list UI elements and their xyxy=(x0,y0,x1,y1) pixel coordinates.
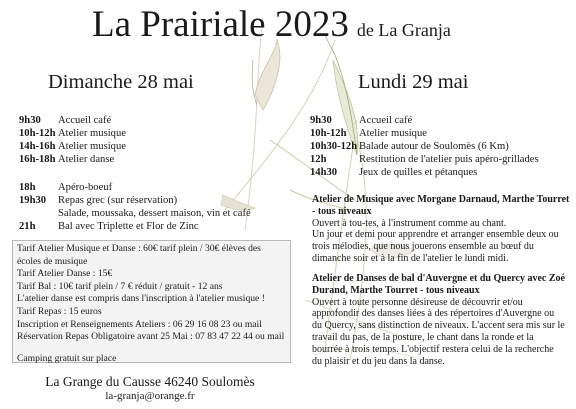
info-line xyxy=(17,344,290,353)
title-main: La Prairiale 2023 xyxy=(92,4,349,45)
music-workshop-line: Un jour et demi pour apprendre et arranger ensemble deux ou xyxy=(312,229,559,241)
schedule-time: 14h-16h xyxy=(19,141,56,152)
schedule-time: 18h xyxy=(19,182,36,193)
schedule-time: 9h30 xyxy=(19,115,41,126)
schedule-label: Accueil café xyxy=(359,115,413,126)
monday-heading: Lundi 29 mai xyxy=(358,71,469,93)
pricing-info-box xyxy=(12,240,291,363)
info-line: Tarif Bal : 10€ tarif plein / 7 € réduit / gratuit - 12 ans xyxy=(17,280,223,292)
footer-email: la-granja@orange.fr xyxy=(105,390,195,402)
schedule-time: 21h xyxy=(19,221,36,232)
title-subtitle: de La Granja xyxy=(356,20,451,40)
schedule-label: Repas grec (sur réservation) xyxy=(58,195,178,206)
schedule-label: Bal avec Triplette et Flor de Zinc xyxy=(58,221,199,232)
schedule-time: 10h-12h xyxy=(310,128,347,139)
dance-workshop-line: Ouvert à toute personne désireuse de découvrir et/ou xyxy=(312,296,523,308)
schedule-row xyxy=(19,208,251,221)
schedule-row xyxy=(19,182,112,195)
schedule-row xyxy=(19,115,111,128)
info-line: Tarif Atelier Danse : 15€ xyxy=(17,268,113,280)
info-line: écoles de musique xyxy=(17,255,88,267)
monday-schedule xyxy=(310,115,572,185)
schedule-row xyxy=(310,128,427,141)
music-workshop-line: dimanche soir et à la fin de l'atelier le lundi midi. xyxy=(312,252,509,264)
schedule-label: Atelier musique xyxy=(58,141,126,152)
dance-workshop-line: du plaisir et du jeu dans la danse. xyxy=(312,355,445,367)
schedule-row xyxy=(310,141,509,154)
info-line: Tarif Repas : 15 euros xyxy=(17,305,102,317)
info-line: Tarif Atelier Musique et Danse : 60€ tarif plein / 30€ élèves des xyxy=(17,243,261,254)
schedule-time: 10h-12h xyxy=(19,128,56,139)
schedule-label: Accueil café xyxy=(58,115,112,126)
schedule-row xyxy=(19,128,126,141)
schedule-label: Salade, moussaka, dessert maison, vin et café xyxy=(58,208,251,219)
info-line: Réservation Repas Obligatoire avant 25 Mai : 07 83 47 22 44 ou mail xyxy=(17,331,285,343)
schedule-time: 16h-18h xyxy=(19,154,56,165)
sunday-schedule xyxy=(19,115,299,235)
schedule-label: Atelier danse xyxy=(58,154,115,165)
dance-workshop-section xyxy=(312,273,570,367)
music-workshop-section xyxy=(312,194,570,265)
schedule-row xyxy=(19,154,114,167)
schedule-time: 19h30 xyxy=(19,195,47,206)
schedule-time: 9h30 xyxy=(310,115,332,126)
schedule-row xyxy=(310,167,477,180)
dance-workshop-heading: Atelier de Danses de bal d'Auvergne et du Quercy avec Zoé Durand, Marthe Tourret - tous niveaux xyxy=(312,273,565,296)
schedule-label: Atelier musique xyxy=(58,128,126,139)
info-line: L'atelier danse est compris dans l'inscription à l'atelier musique ! xyxy=(17,293,265,305)
music-workshop-line: Ouvert à tou-tes, à l'instrument comme au chant. xyxy=(312,217,507,229)
info-line: Inscription et Renseignements Ateliers : 06 29 16 08 23 ou mail xyxy=(17,318,262,330)
schedule-row xyxy=(310,115,412,128)
music-workshop-heading: Atelier de Musique avec Morgane Darnaud, Marthe Tourret - tous niveaux xyxy=(312,194,570,217)
schedule-label: Apéro-boeuf xyxy=(58,182,113,193)
footer-address: La Grange du Causse 46240 Soulomès xyxy=(45,374,255,389)
dance-workshop-line: travail du pas, de la posture, le chant dans la ronde et la xyxy=(312,331,534,343)
schedule-label: Restitution de l'atelier puis apéro-grillades xyxy=(359,154,539,165)
sunday-heading: Dimanche 28 mai xyxy=(48,71,194,93)
dance-workshop-line: du Quercy, sans distinction de niveaux. L'accent sera mis sur le xyxy=(312,320,565,332)
dance-workshop-line: approfondir des danses liées à des répertoires d'Auvergne ou xyxy=(312,308,555,320)
info-line: Camping gratuit sur place xyxy=(17,352,117,364)
schedule-row xyxy=(19,221,199,234)
schedule-time: 14h30 xyxy=(310,167,338,178)
music-workshop-line: trois mélodies, que nous jouerons ensemble au bœuf du xyxy=(312,241,534,253)
schedule-label: Atelier musique xyxy=(359,128,427,139)
schedule-time: 10h30-12h xyxy=(310,141,358,152)
schedule-label: Balade autour de Soulomès (6 Km) xyxy=(359,141,509,152)
schedule-row xyxy=(19,141,126,154)
dance-workshop-line: bourrée à trois temps. L'objectif restera celui de la recherche xyxy=(312,343,554,355)
schedule-label: Jeux de quilles et pétanques xyxy=(359,167,478,178)
schedule-row xyxy=(310,154,539,167)
schedule-time: 12h xyxy=(310,154,327,165)
schedule-row xyxy=(19,195,177,208)
event-title xyxy=(92,2,451,53)
